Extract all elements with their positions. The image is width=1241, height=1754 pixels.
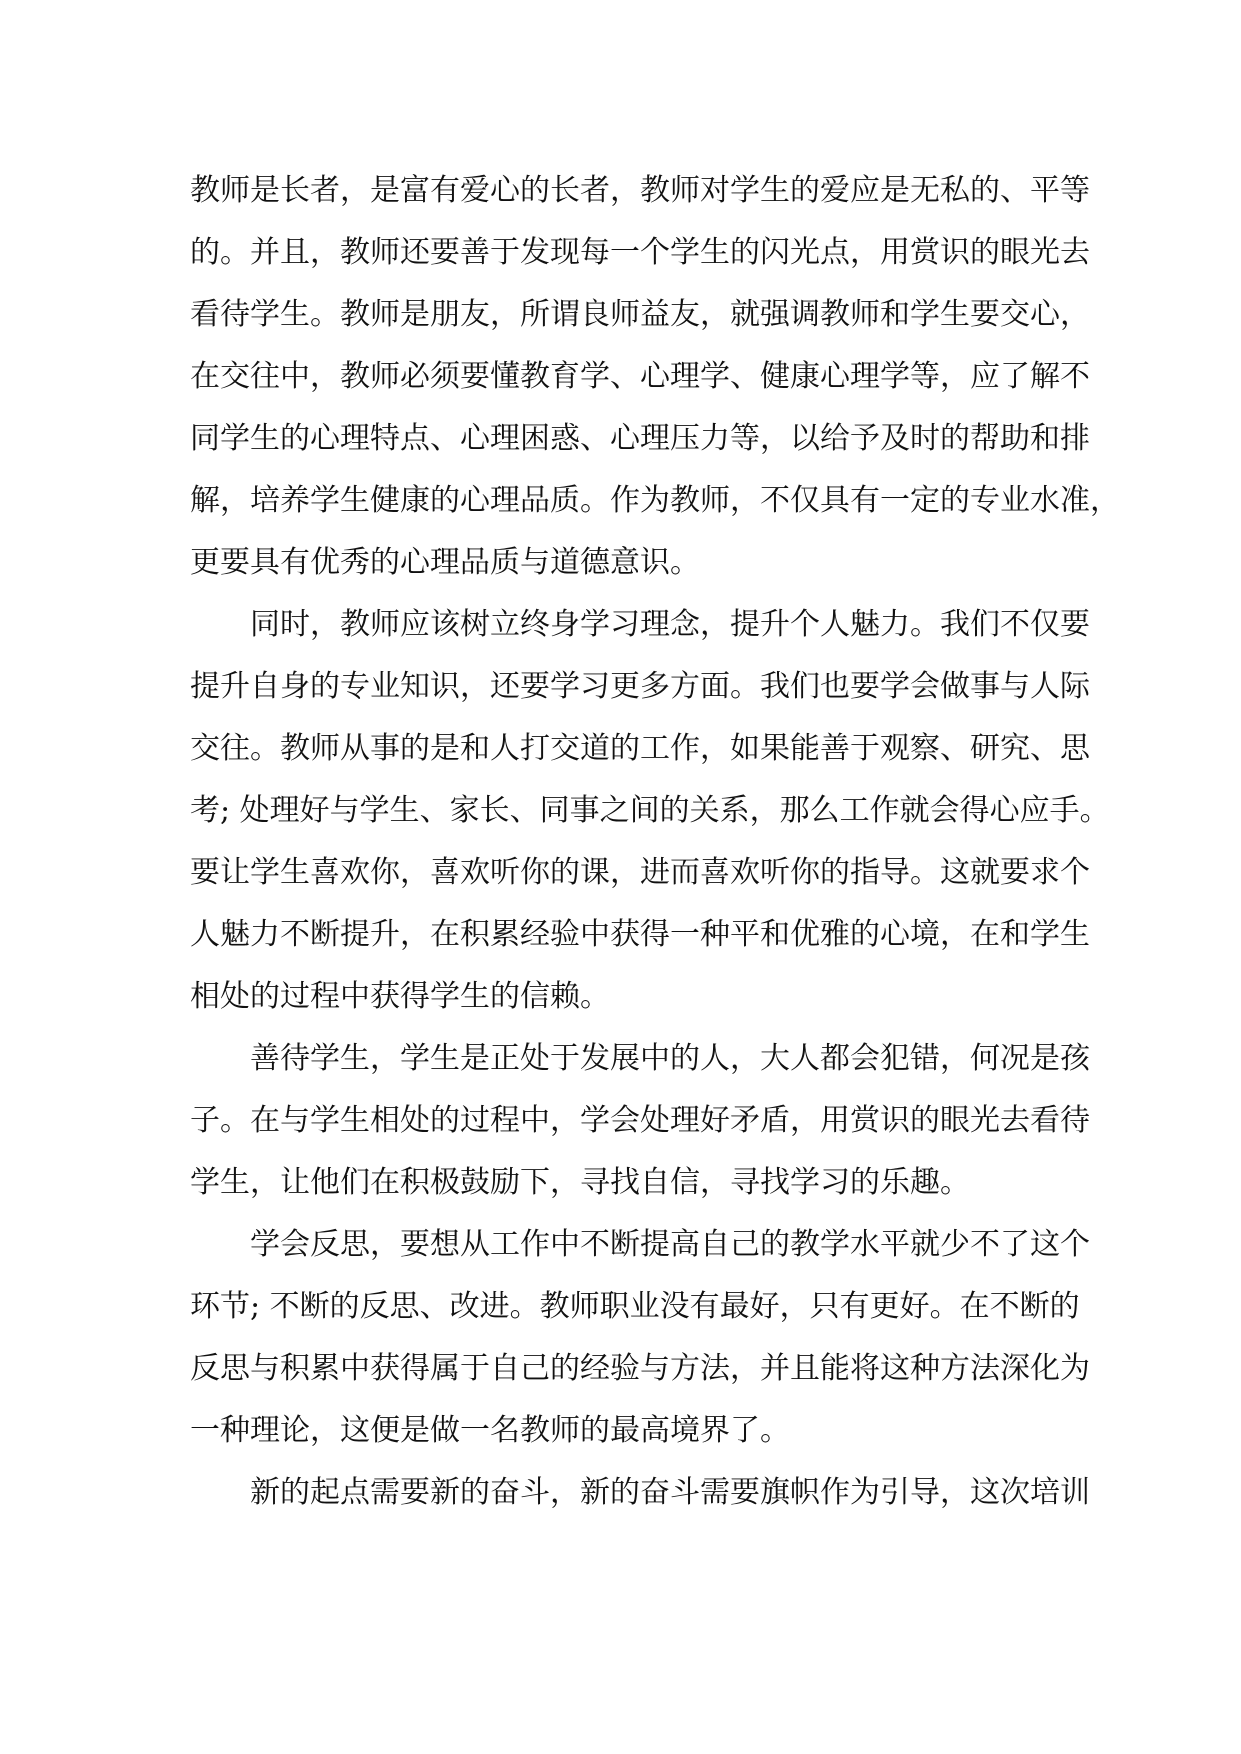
text-line: 在交往中，教师必须要懂教育学、心理学、健康心理学等，应了解不 — [190, 359, 1090, 394]
text-line: 一种理论，这便是做一名教师的最高境界了。 — [190, 1413, 790, 1448]
text-line: 反思与积累中获得属于自己的经验与方法，并且能将这种方法深化为 — [190, 1351, 1090, 1386]
text-line: 学会反思，要想从工作中不断提高自己的教学水平就少不了这个 — [250, 1227, 1090, 1262]
body-text — [190, 160, 1120, 1524]
text-line: 要让学生喜欢你，喜欢听你的课，进而喜欢听你的指导。这就要求个 — [190, 855, 1090, 890]
text-line: 教师是长者，是富有爱心的长者，教师对学生的爱应是无私的、平等 — [190, 173, 1090, 208]
text-line: 解，培养学生健康的心理品质。作为教师，不仅具有一定的专业水准， — [190, 483, 1120, 518]
text-line: 子。在与学生相处的过程中，学会处理好矛盾，用赏识的眼光去看待 — [190, 1103, 1090, 1138]
text-line: 善待学生，学生是正处于发展中的人，大人都会犯错，何况是孩 — [250, 1041, 1090, 1076]
text-line: 相处的过程中获得学生的信赖。 — [190, 979, 610, 1014]
text-line: 看待学生。教师是朋友，所谓良师益友，就强调教师和学生要交心， — [190, 297, 1090, 332]
text-line: 学生，让他们在积极鼓励下，寻找自信，寻找学习的乐趣。 — [190, 1165, 970, 1200]
text-line: 人魅力不断提升，在积累经验中获得一种平和优雅的心境，在和学生 — [190, 917, 1090, 952]
text-line: 同学生的心理特点、心理困惑、心理压力等，以给予及时的帮助和排 — [190, 421, 1090, 456]
text-line: 的。并且，教师还要善于发现每一个学生的闪光点，用赏识的眼光去 — [190, 235, 1090, 270]
text-line: 考; 处理好与学生、家长、同事之间的关系，那么工作就会得心应手。 — [190, 793, 1110, 828]
text-line: 新的起点需要新的奋斗，新的奋斗需要旗帜作为引导，这次培训 — [250, 1475, 1090, 1510]
text-line: 环节; 不断的反思、改进。教师职业没有最好，只有更好。在不断的 — [190, 1289, 1080, 1324]
text-line: 提升自身的专业知识，还要学习更多方面。我们也要学会做事与人际 — [190, 669, 1090, 704]
text-line: 更要具有优秀的心理品质与道德意识。 — [190, 545, 700, 580]
text-line: 交往。教师从事的是和人打交道的工作，如果能善于观察、研究、思 — [190, 731, 1090, 766]
text-line: 同时，教师应该树立终身学习理念，提升个人魅力。我们不仅要 — [250, 607, 1090, 642]
